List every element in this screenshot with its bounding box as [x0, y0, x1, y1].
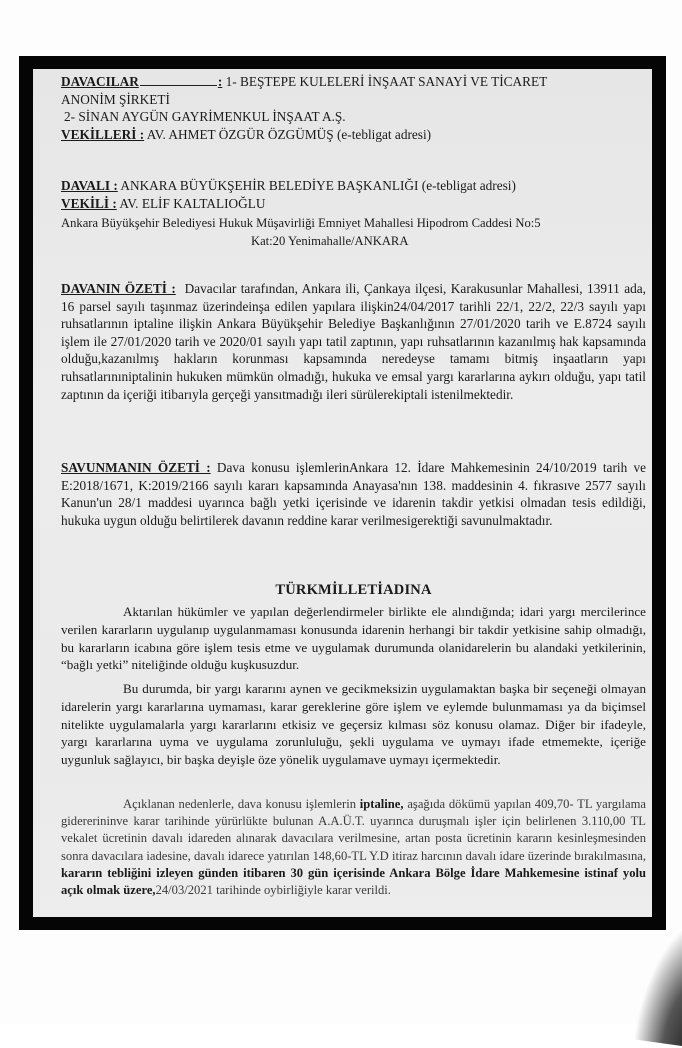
- verdict-intro: Açıklanan nedenlerle, dava konusu işlemlerin: [123, 797, 356, 811]
- reasoning-paragraph-1: Aktarılan hükümler ve yapılan değerlendirmeler birlikte ele alındığında; idari yargı mercilerince verilen kararların uygulanıp uygulanmaması konusunda idarenin herhangi bir takdir yetkisine sahip olmadığı, bu kararların icabına göre işlem tesis etme ve uygulamak durumunda olanidarelerin bu alandaki yetkilerinin, “bağlı yetki” niteliğinde olduğu kuşkusuzdur.: [61, 604, 646, 673]
- case-summary: [61, 280, 646, 403]
- verdict-paragraph: [61, 796, 646, 899]
- plaintiff-attorneys: [61, 126, 646, 144]
- plaintiffs-section: DAVACILAR : 1- BEŞTEPE KULELERİ İNŞAAT SANAYİ VE TİCARET ANONİM ŞİRKETİ 2- SİNAN AYGÜN GAYRİMENKUL İNŞAAT A.Ş. VEKİLLERİ : AV. AHMET ÖZGÜR ÖZGÜMÜŞ (e-tebligat adresi): [61, 73, 646, 143]
- defendant-attorney-value: AV. ELİF KALTALIOĞLU: [119, 195, 266, 211]
- blank-line: [140, 73, 217, 86]
- plaintiff-2: 2- SİNAN AYGÜN GAYRİMENKUL İNŞAAT A.Ş.: [64, 109, 346, 125]
- plaintiff-1-cont: ANONİM ŞİRKETİ: [61, 91, 170, 107]
- plaintiffs-label: DAVACILAR: [61, 74, 139, 89]
- defendant-attorney-label: VEKİLİ :: [61, 195, 117, 211]
- decision-heading: TÜRKMİLLETİADINA: [275, 582, 432, 598]
- defense-summary: [61, 459, 646, 529]
- verdict-end: tarihinde oybirliğiyle karar verildi.: [216, 883, 391, 898]
- defendant-value: ANKARA BÜYÜKŞEHİR BELEDİYE BAŞKANLIĞI (e-tebligat adresi): [120, 178, 516, 193]
- court-decision-page: [33, 69, 652, 917]
- attorneys-label: VEKİLLERİ :: [61, 126, 145, 142]
- verdict-annulment: iptaline,: [359, 797, 404, 811]
- verdict-appeal-notice: kararın tebliğini izleyen günden itibaren 30 gün içerisinde Ankara Bölge İdare Mahkemesine istinaf yolu açık olmak üzere,: [61, 865, 646, 898]
- case-summary-text: Davacılar tarafından, Ankara ili, Çankaya ilçesi, Karakusunlar Mahallesi, 13911 ada, 16 parsel sayılı taşınmaz üzerindeinşa edilen yapılara ilişkin24/04/2017 tarihli 22/1, 22/2, 22/3 sayılı yapı ruhsatlarının iptaline ilişkin Ankara Büyükşehir Belediye Başkanlığının 27/01/2020 tarih ve E.8724 sayılı işlem ile 27/01/2020 tarih ve 2020/01 sayılı yapı tatil zaptının, yapı ruhsatlarının kazanılmış hak kapsamında olduğu,kazanılmış hakların korunması kapsamında neredeyse tamamı bitmiş inşaatların yapı ruhsatlarınıniptalinin hukuken mümkün olmadığı, hukuka ve emsal yargı kararlarına aykırı olduğu, yapı tatil zaptının da içeriği itibarıyla gerçeği yansıtmadığı ileri sürülerekiptali istenilmektedir.: [61, 281, 647, 402]
- defense-summary-text: Dava konusu işlemlerinAnkara 12. İdare Mahkemesinin 24/10/2019 tarih ve E:2018/1671, K:2019/2166 sayılı kararı kapsamında Anayasa'nın 138. maddesinin 4. fıkrasıve 2577 sayılı Kanun'un 28/1 maddesi uyarınca bağlı yetki içerisinde ve idarenin takdir yetkisi olmadan tesis edildiği, hukuka uygun olduğu belirtilerek davanın reddine karar verilmesigerektiği savunulmaktadır.: [61, 460, 647, 528]
- attorneys-value: AV. AHMET ÖZGÜR ÖZGÜMÜŞ (e-tebligat adresi): [146, 126, 432, 142]
- defense-summary-label: SAVUNMANIN ÖZETİ :: [61, 460, 211, 475]
- defendant-section: [61, 177, 646, 250]
- verdict-costs: aşağıda dökümü yapılan 409,70- TL yargılama gidererininve karar tarihinde yürürlükte bulunan A.A.Ü.T. uyarınca duruşmalı işler için belirlenen 3.110,00 TL vekalet ücretinin davalı idareden alınarak davacılara verilmesine, artan posta ücretinin kararın kesinleşmesinden sonra davacılara iadesine, davalı idarece yatırılan 148,60-TL Y.D itiraz harcının davalı idare üzerinde bırakılmasına,: [61, 797, 646, 863]
- defendant-label: DAVALI :: [61, 178, 118, 193]
- defendant-address-line1: Ankara Büyükşehir Belediyesi Hukuk Müşavirliği Emniyet Mahallesi Hipodrom Caddesi No:5: [61, 216, 541, 231]
- case-summary-label: DAVANIN ÖZETİ :: [61, 281, 176, 296]
- defendant-address-line2: Kat:20 Yenimahalle/ANKARA: [251, 233, 409, 248]
- reasoning-paragraph-2: Bu durumda, bir yargı kararını aynen ve gecikmeksizin uygulamaktan başka bir seçeneği olmayan idarelerin yargı kararlarına uymaması, karar gereklerine göre işlem ve eylemde bulunmaması ya da biçimsel nitelikte uygulamalarla yargı kararlarını etkisiz ve geçersiz kılması söz konusu olamaz. Diğer bir ifadeyle, yargı kararlarına uyma ve uygulama zorunluluğu, şekli uygulama ve uymayı ifade etmemekte, içeriğe uygunluk sağlayıcı, bir başka deyişle öze yönelik uygulamave uymayı içermektedir.: [61, 681, 646, 768]
- plaintiff-1: 1- BEŞTEPE KULELERİ İNŞAAT SANAYİ VE TİCARET: [225, 74, 548, 89]
- verdict-date: 24/03/2021: [155, 883, 213, 898]
